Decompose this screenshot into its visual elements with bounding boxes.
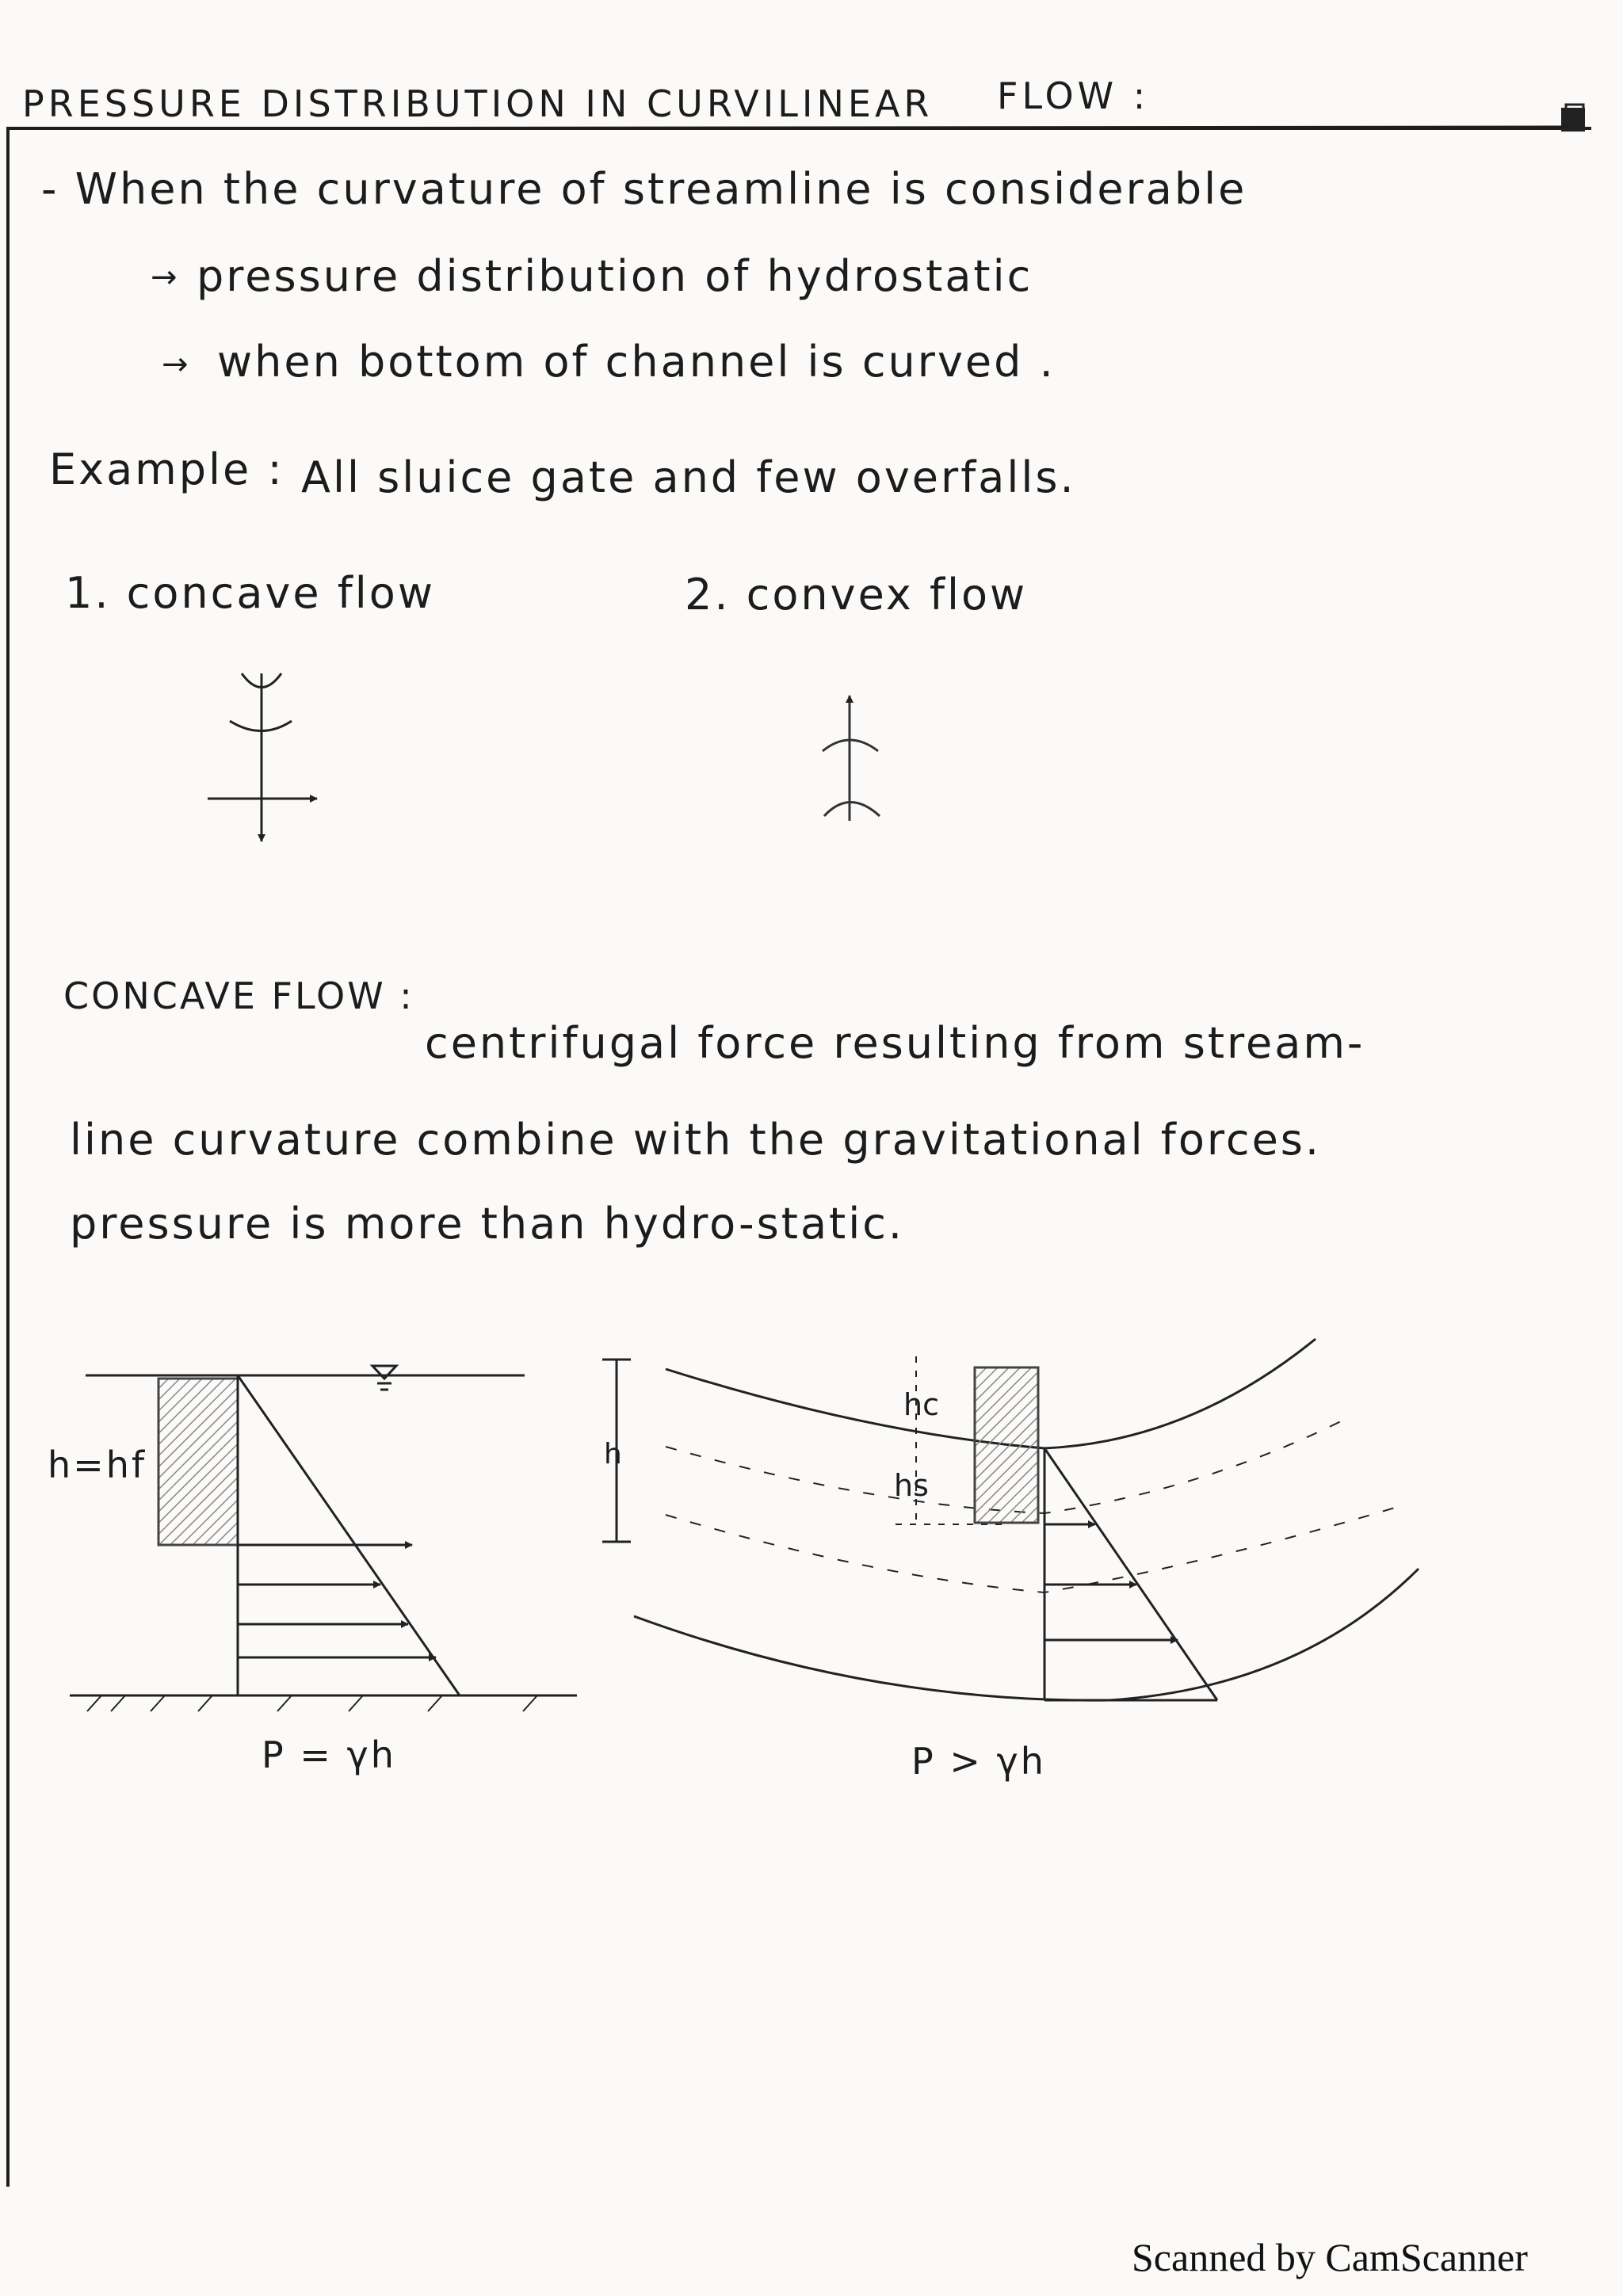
concave-flow-sketch — [208, 673, 317, 841]
bullet-sub-2: when bottom of channel is curved . — [217, 337, 1056, 387]
concave-text-line-2: line curvature combine with the gravitational forces. — [70, 1115, 1322, 1165]
concave-text-line-3: pressure is more than hydro-static. — [70, 1199, 905, 1249]
arrow-bullet-icon: → — [162, 346, 189, 383]
curvilinear-equation: P > γh — [911, 1740, 1046, 1783]
hc-label: hc — [903, 1387, 939, 1422]
bullet-main: - When the curvature of streamline is considerable — [41, 164, 1247, 214]
frame-top-line — [6, 127, 1569, 128]
arrow-bullet-icon: → — [151, 259, 178, 296]
scanner-watermark: Scanned by CamScanner — [1132, 2235, 1528, 2279]
hydrostatic-diagram — [70, 1366, 577, 1711]
hydrostatic-equation: P = γh — [262, 1733, 396, 1776]
depth-label: h=hf — [48, 1444, 147, 1486]
example-text: All sluice gate and few overfalls. — [301, 452, 1076, 502]
concave-text-line-1: centrifugal force resulting from stream- — [425, 1018, 1365, 1068]
convex-flow-label: 2. convex flow — [685, 570, 1028, 620]
hs-label: hs — [894, 1468, 929, 1503]
page-title-flow: FLOW : — [997, 74, 1150, 117]
example-label: Example : — [49, 444, 285, 494]
concave-flow-label: 1. concave flow — [65, 568, 435, 618]
page-title: PRESSURE DISTRIBUTION IN CURVILINEAR — [22, 82, 934, 125]
bullet-sub-1: pressure distribution of hydrostatic — [197, 251, 1033, 301]
convex-flow-sketch — [823, 696, 880, 821]
curvilinear-diagram — [602, 1339, 1419, 1700]
concave-flow-heading: CONCAVE FLOW : — [63, 974, 414, 1017]
h-label: h — [604, 1438, 622, 1470]
